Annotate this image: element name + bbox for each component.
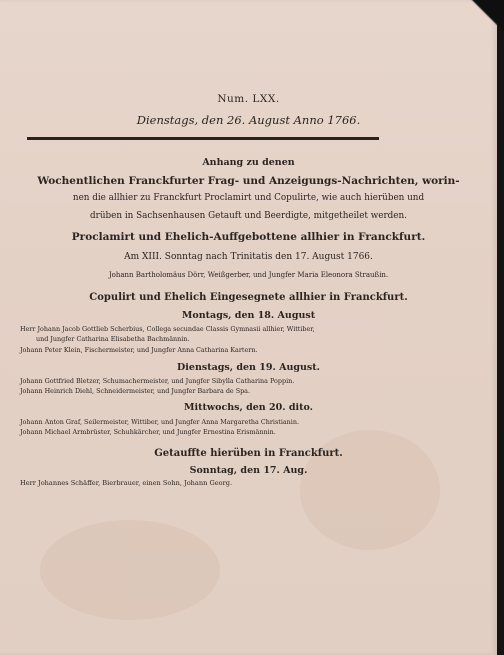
corner-fold <box>470 0 504 30</box>
married-entry: Johann Heinrich Diehl, Schneidermeister, und Jungfer Barbara de Spa. <box>20 387 251 395</box>
married-entry: Johann Gottfried Bletzer, Schumachermeister, und Jungfer Sibylla Catharina Poppin. <box>20 377 295 385</box>
married-entry: Johann Peter Klein, Fischermeister, und Jungfer Anna Catharina Kartern. <box>20 346 258 354</box>
married-day: Mittwochs, den 20. dito. <box>184 402 313 413</box>
proclaimed-entry: Johann Bartholomäus Dörr, Weißgerber, und Jungfer Maria Eleonora Straußin. <box>108 271 389 279</box>
married-title: Copulirt und Ehelich Eingesegnete allhier in Franckfurt. <box>89 292 408 303</box>
header-rule <box>27 137 379 140</box>
supplement-title: Anhang zu denen <box>202 157 295 168</box>
married-entry: und Jungfer Catharina Elisabetha Bachmännin. <box>36 335 190 343</box>
issue-date: Dienstags, den 26. August Anno 1766. <box>136 113 361 127</box>
married-entry: Johann Michael Armbrüster, Schuhkärcher, und Jungfer Ernestina Erismännin. <box>20 428 276 436</box>
supplement-line: Wochentlichen Franckfurter Frag- und Anzeigungs-Nachrichten, worin- <box>37 175 460 187</box>
proclaimed-title: Proclamirt und Ehelich-Auffgebottene allhier in Franckfurt. <box>71 231 426 243</box>
baptized-title: Getauffte hierüben in Franckfurt. <box>154 448 343 459</box>
page-edge-shadow <box>497 0 504 655</box>
married-day: Dienstags, den 19. August. <box>177 362 320 373</box>
supplement-line: drüben in Sachsenhausen Getauft und Beerdigte, mitgetheilet werden. <box>90 211 407 221</box>
married-entry: Herr Johann Jacob Gottlieb Scherbius, Collega secundae Classis Gymnasii allhier, Wittiber, <box>20 325 315 333</box>
issue-number: Num. LXX. <box>217 93 280 105</box>
baptized-day: Sonntag, den 17. Aug. <box>189 465 308 476</box>
married-day: Montags, den 18. August <box>181 310 316 321</box>
supplement-line: nen die allhier zu Franckfurt Proclamirt und Copulirte, wie auch hierüben und <box>72 193 425 203</box>
baptized-entry: Herr Johannes Schäffer, Bierbrauer, einen Sohn, Johann Georg. <box>20 479 233 487</box>
paper-stain <box>40 520 220 620</box>
married-entry: Johann Anton Graf, Seilermeister, Wittiber, und Jungfer Anna Margaretha Christianin. <box>20 418 299 426</box>
proclaimed-subtitle: Am XIII. Sonntag nach Trinitatis den 17. August 1766. <box>124 252 373 262</box>
